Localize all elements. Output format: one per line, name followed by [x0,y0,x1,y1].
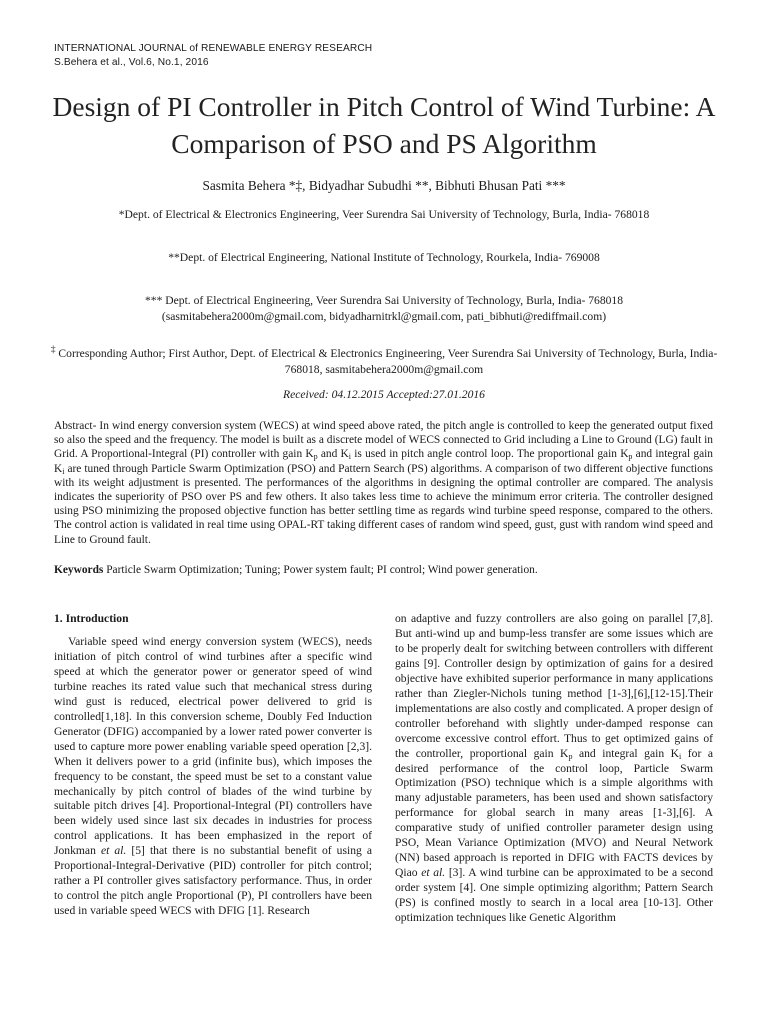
keywords-label: Keywords [54,564,104,576]
corresponding-mark: ‡ [50,344,56,355]
abstract: Abstract- In wind energy conversion system (WECS) at wind speed above rated, the pitch angle is controlled to keep the generated output fixed so also the speed and the frequency. The model is built as a discrete model of WECS connected to Grid including a Line to Ground (LG) fault in Grid. A Proportional-Integral (PI) controller with gain $K_p$ and $K_i$ is used in pitch angle control loop. The proportional gain $K_p$ and integral gain $K_i$ are tuned through Particle Swarm Optimization (PSO) and Pattern Search (PS) algorithms. A comparison of two different objective functions with its weight adjustment is presented. The performances of the algorithms in designing the optimal controller are compared. The analysis indicates the superiority of PSO over PS and few others. It also takes less time to achieve the minimum error criteria. The controller designed using PSO minimizing the proposed objective function has better settling time as regards wind turbine speed response, compared to the others. The control action is validated in real time using OPAL-RT taking different cases of random wind speed, gust, gust with random wind speed and Line to Ground fault. [54,420,713,546]
journal-name: INTERNATIONAL JOURNAL of RENEWABLE ENERGY RESEARCH [54,43,373,54]
affiliation-3 [50,293,718,325]
affiliation-1: *Dept. of Electrical & Electronics Engineering, Veer Surendra Sai University of Technology, Burla, India- 768018 [118,208,650,221]
section-heading-introduction: 1. Introduction [54,612,129,625]
received-dates: Received: 04.12.2015 Accepted:27.01.2016 [283,388,485,401]
paper-authors: Sasmita Behera *‡, Bidyadhar Subudhi **, Bibhuti Bhusan Pati *** [202,178,566,193]
affiliation-3-text: *** Dept. of Electrical Engineering, Veer Surendra Sai University of Technology, Burla, India- 768018 [144,294,624,307]
corresponding-author-text: Corresponding Author; First Author, Dept. of Electrical & Electronics Engineering, Veer Surendra Sai University of Technology, Burla, India-768018, sasmitabehera2000m@gmail.com [58,346,718,376]
journal-citation: S.Behera et al., Vol.6, No.1, 2016 [54,57,209,68]
right-column-text: on adaptive and fuzzy controllers are also going on parallel [7,8]. But anti-wind up and bump-less transfer are some issues which are to be properly dealt for switching between controllers with different gains [9]. Controller design by optimization of gains for a desired objective have exhibited superior performance in many applications rather than Ziegler-Nichols tuning method [1-3],[6],[12-15].Their implementations are also costly and complicated. A proper design of controller beforehand with slightly under-damped response can overcome excessive control effort. Thus to get optimized gains of the controller, proportional gain $K_p$ and integral gain $K_i$ for a desired performance of the control loop, Particle Swarm Optimization (PSO) technique which is a simple algorithms with many adjustable parameters, has been used and shown satisfactory performance for global search in many areas [1-3],[6]. A comparative study of unified controller parameter design using PSO, Mean Variance Optimization (MVO) and Neural Network (NN) based approach is reported in DFIG with FACTS devices by Qiao et al. [3]. A wind turbine can be approximated to be a second order system [4]. One simple optimizing algorithm; Pattern Search (PS) is confined mostly to search in a local area [10-13]. Other optimization techniques like Genetic Algorithm [395,612,714,925]
corresponding-author [50,342,718,378]
keywords [54,563,713,577]
left-column-text: Variable speed wind energy conversion system (WECS), needs initiation of pitch control of wind turbines after a specific wind speed at which the generator power or generator speed of wind turbine reaches its rated value such that mechanical stress during wind gust is reduced, electrical power delivered to grid is controlled[1,18]. In this conversion scheme, Doubly Fed Induction Generator (DFIG) accompanied by a lower rated power converter is used to capture more power enabling variable speed operation [2,3]. When it delivers power to a grid (infinite bus), which imposes the frequency to be constant, the speed must be set to a constant value mechanically by pitch control of blades of the wind turbine by suitable pitch drives [4]. Proportional-Integral (PI) controllers have been widely used since last six decades in industries for process control applications. It has been emphasized in the report of Jonkman et al. [5] that there is no substantial benefit of using a Proportional-Integral-Derivative (PID) controller for pitch control; rather a PI controller gives satisfactory performance. Thus, in order to control the pitch angle Proportional (P), PI controllers have been used in variable speed WECS with DFIG [1]. Research [54,635,373,918]
affiliation-2: **Dept. of Electrical Engineering, National Institute of Technology, Rourkela, India- 769008 [168,251,600,264]
paper-title: Design of PI Controller in Pitch Control of Wind Turbine: A Comparison of PSO and PS Algorithm [52,91,716,159]
journal-header [54,42,372,70]
author-emails: (sasmitabehera2000m@gmail.com, bidyadharnitrkl@gmail.com, pati_bibhuti@rediffmail.com) [161,310,607,323]
keywords-text: Particle Swarm Optimization; Tuning; Power system fault; PI control; Wind power generation. [103,564,538,576]
